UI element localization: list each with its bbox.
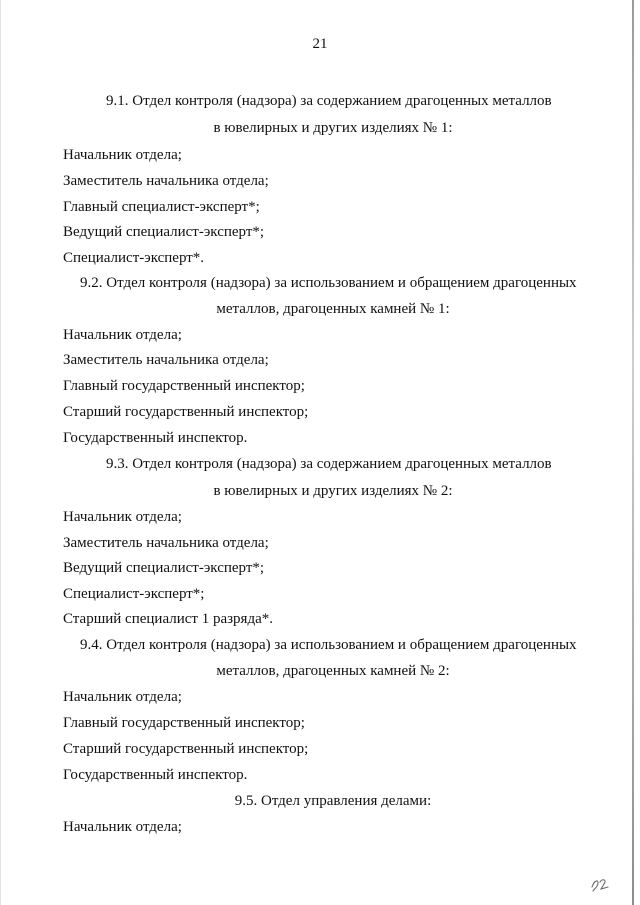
position-item: Государственный инспектор. bbox=[63, 430, 248, 446]
position-item: Начальник отдела; bbox=[63, 689, 182, 705]
position-item: Государственный инспектор. bbox=[63, 767, 248, 783]
position-item: Старший государственный инспектор; bbox=[63, 404, 309, 420]
section-9-1-heading: 9.1. Отдел контроля (надзора) за содержанием драгоценных металлов bbox=[106, 93, 552, 109]
position-item: Главный специалист-эксперт*; bbox=[63, 199, 260, 215]
handwritten-signature-mark bbox=[588, 873, 618, 893]
position-item: Заместитель начальника отдела; bbox=[63, 535, 269, 551]
section-9-5-heading: 9.5. Отдел управления делами: bbox=[234, 793, 432, 809]
position-item: Начальник отдела; bbox=[63, 509, 182, 525]
page-number: 21 bbox=[312, 36, 328, 52]
position-item: Заместитель начальника отдела; bbox=[63, 352, 269, 368]
position-item: Главный государственный инспектор; bbox=[63, 378, 305, 394]
position-item: Специалист-эксперт*. bbox=[63, 250, 205, 266]
section-9-4-heading: 9.4. Отдел контроля (надзора) за использованием и обращением драгоценных bbox=[80, 637, 577, 653]
position-item: Заместитель начальника отдела; bbox=[63, 173, 269, 189]
section-9-2-heading: 9.2. Отдел контроля (надзора) за использованием и обращением драгоценных bbox=[80, 275, 577, 291]
position-item: Начальник отдела; bbox=[63, 819, 182, 835]
position-item: Старший специалист 1 разряда*. bbox=[63, 611, 273, 627]
section-9-2-heading-cont: металлов, драгоценных камней № 1: bbox=[216, 301, 450, 317]
position-item: Начальник отдела; bbox=[63, 327, 182, 343]
position-item: Главный государственный инспектор; bbox=[63, 715, 305, 731]
position-item: Начальник отдела; bbox=[63, 147, 182, 163]
section-9-3-heading: 9.3. Отдел контроля (надзора) за содержанием драгоценных металлов bbox=[106, 456, 552, 472]
section-9-4-heading-cont: металлов, драгоценных камней № 2: bbox=[216, 663, 450, 679]
position-item: Специалист-эксперт*; bbox=[63, 586, 205, 602]
position-item: Ведущий специалист-эксперт*; bbox=[63, 224, 265, 240]
section-9-1-heading-cont: в ювелирных и других изделиях № 1: bbox=[213, 120, 453, 136]
position-item: Старший государственный инспектор; bbox=[63, 741, 309, 757]
section-9-3-heading-cont: в ювелирных и других изделиях № 2: bbox=[213, 483, 453, 499]
position-item: Ведущий специалист-эксперт*; bbox=[63, 560, 265, 576]
